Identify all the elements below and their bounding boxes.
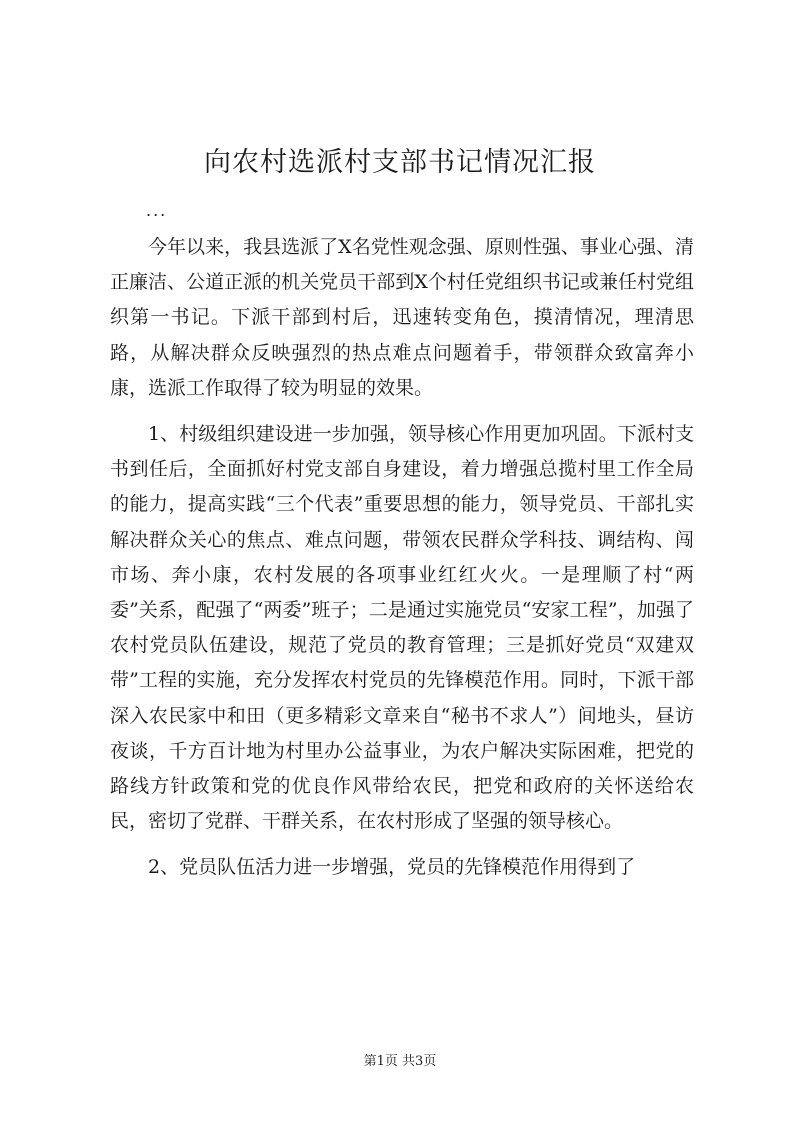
paragraph-section-2: 2、党员队伍活力进一步增强，党员的先锋模范作用得到了 (148, 856, 636, 879)
ellipsis-mark: ... (146, 201, 168, 220)
document-title: 向农村选派村支部书记情况汇报 (204, 147, 596, 178)
document-body (110, 230, 694, 886)
paragraph-intro: 今年以来，我县选派了X名党性观念强、原则性强、事业心强、清正廉洁、公道正派的机关党员干部到X个村任党组织书记或兼任村党组织第一书记。下派干部到村后，迅速转变角色，摸清情况，理清思路，从解决群众反映强烈的热点难点问题着手，带领群众致富奔小康，选派工作取得了较为明显的效果。 (110, 236, 694, 399)
paragraph-section-1: 1、村级组织建设进一步加强，领导核心作用更加巩固。下派村支书到任后，全面抓好村党支部自身建设，着力增强总揽村里工作全局的能力，提高实践“三个代表”重要思想的能力，领导党员、干部扎实解决群众关心的焦点、难点问题，带领农民群众学科技、调结构、闯市场、奔小康，农村发展的各项事业红红火火。一是理顺了村“两委”关系，配强了“两委”班子；二是通过实施党员“安家工程”，加强了农村党员队伍建设，规范了党员的教育管理；三是抓好党员“双建双带”工程的实施，充分发挥农村党员的先锋模范作用。同时，下派干部深入农民家中和田（更多精彩文章来自“秘书不求人”）间地头，昼访夜谈，千方百计地为村里办公益事业，为农户解决实际困难，把党的路线方针政策和党的优良作风带给农民，把党和政府的关怀送给农民，密切了党群、干群关系，在农村形成了坚强的领导核心。 (110, 423, 694, 833)
page-footer: 第1页 共3页 (363, 1054, 437, 1069)
